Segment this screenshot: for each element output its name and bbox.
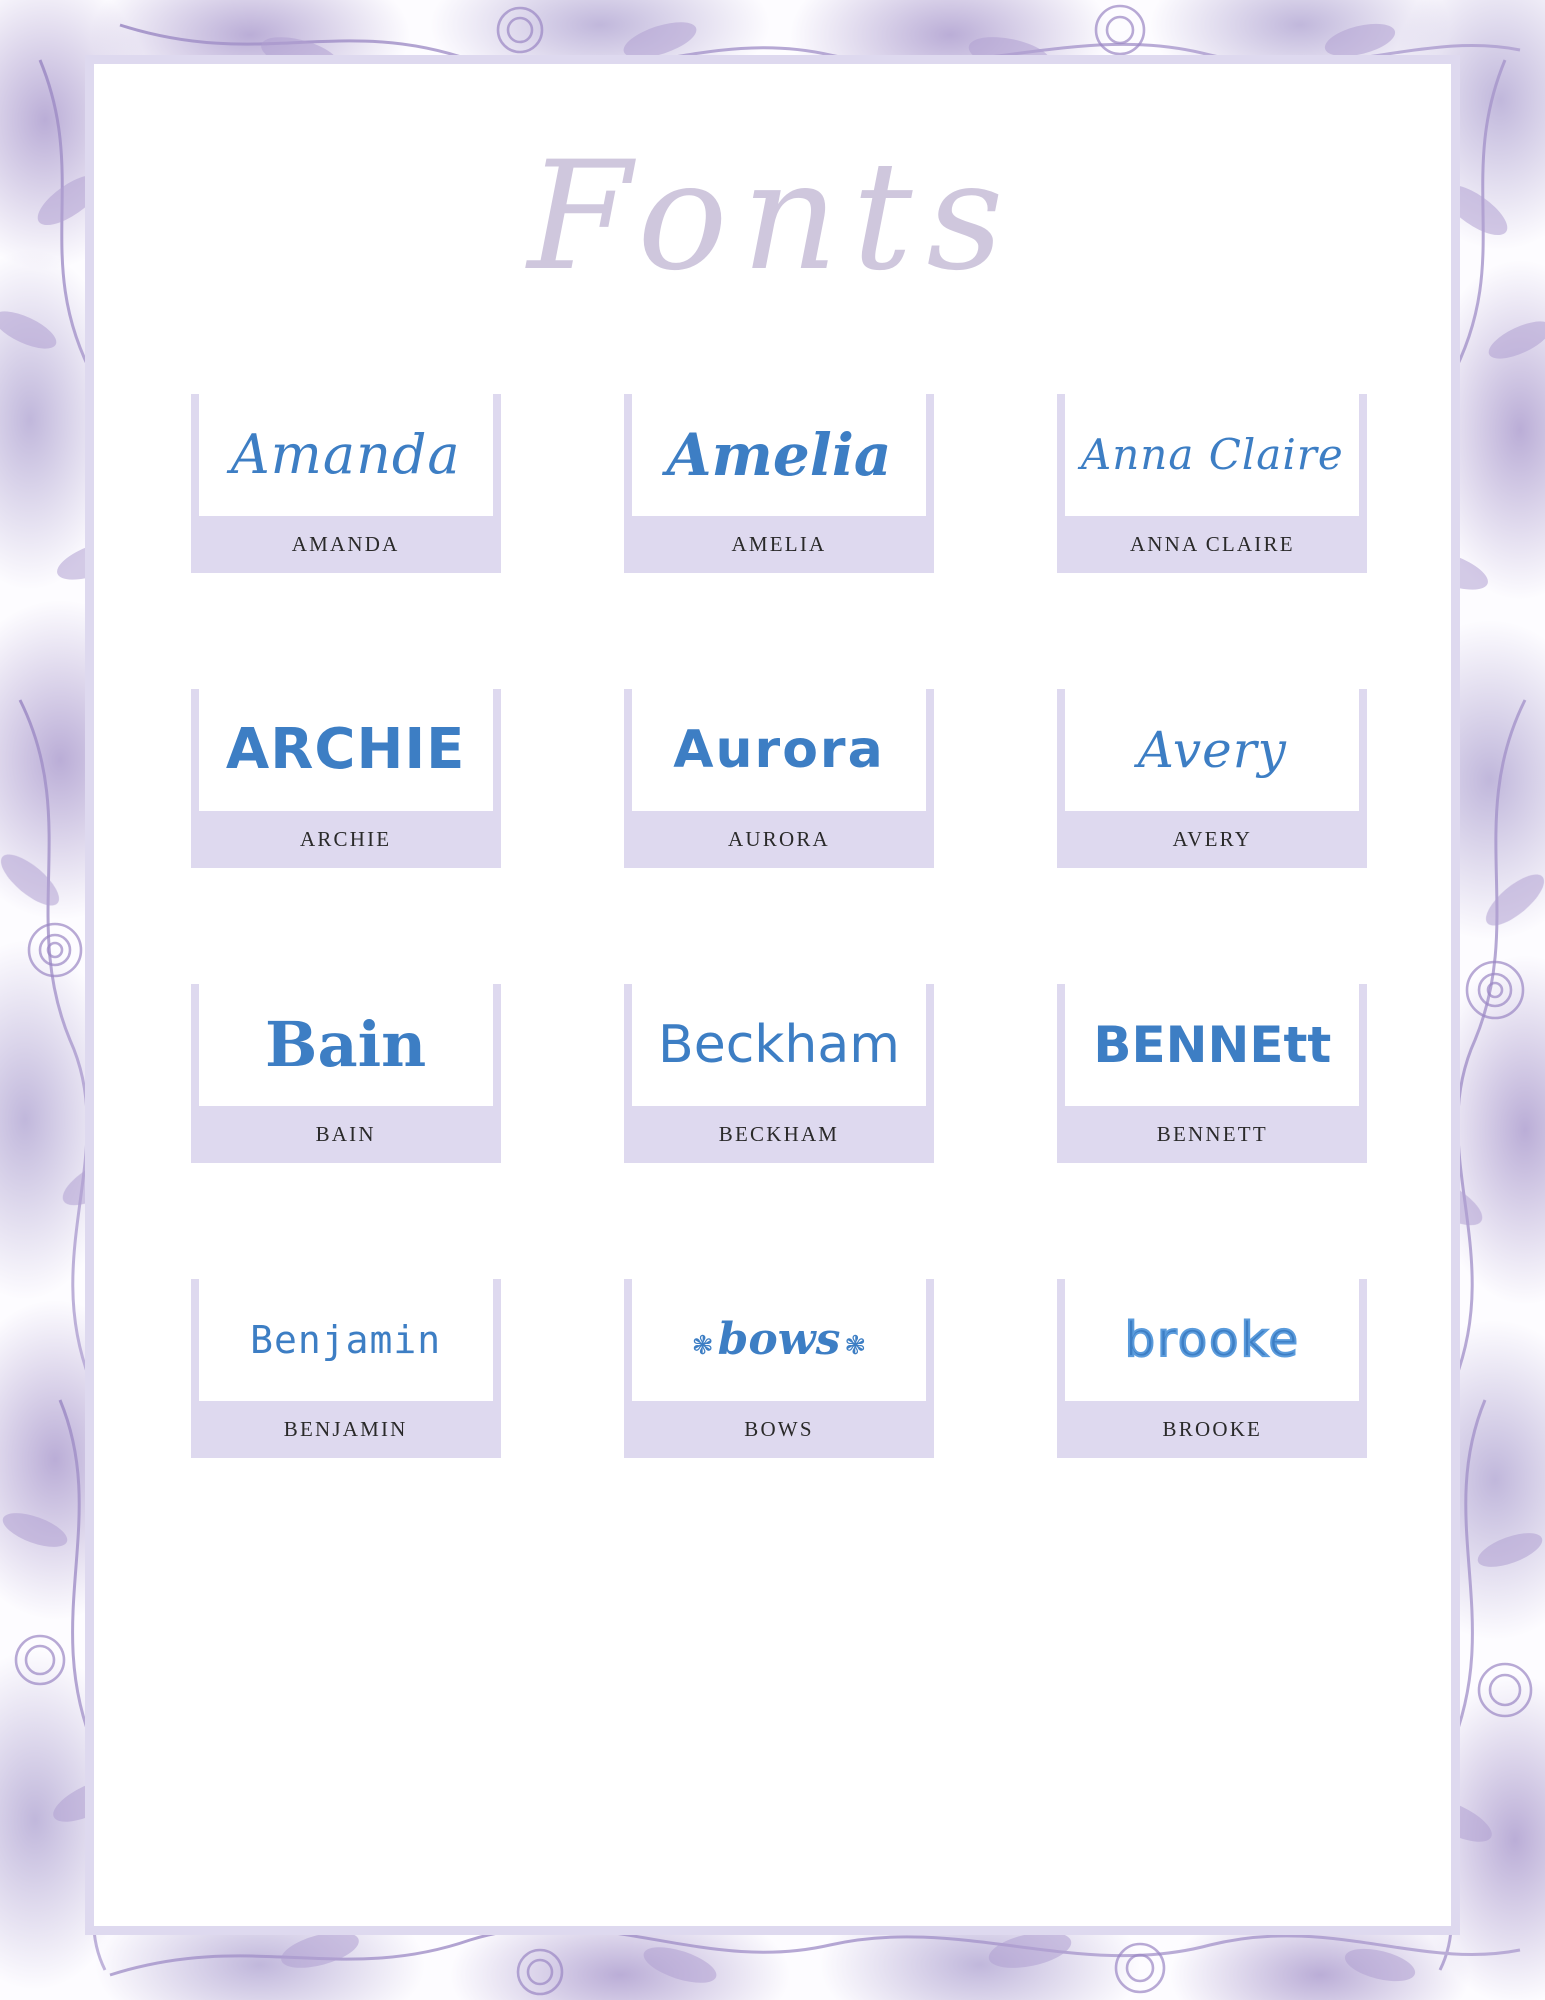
font-name-label: BENJAMIN bbox=[283, 1417, 408, 1441]
font-name-label: AVERY bbox=[1172, 827, 1253, 851]
font-name-label: BECKHAM bbox=[718, 1122, 840, 1146]
font-swatch[interactable] bbox=[1057, 394, 1367, 689]
font-name-label: AMELIA bbox=[731, 532, 827, 556]
font-preview bbox=[1065, 1279, 1359, 1401]
font-name-label: BENNETT bbox=[1156, 1122, 1268, 1146]
font-sample-text: Aurora bbox=[673, 720, 885, 780]
font-preview bbox=[199, 1279, 493, 1401]
font-swatch[interactable] bbox=[1057, 984, 1367, 1279]
font-preview bbox=[632, 394, 926, 516]
font-preview bbox=[199, 689, 493, 811]
font-sample-text: Benjamin bbox=[250, 1318, 442, 1362]
font-swatch-body bbox=[624, 394, 934, 573]
font-name-label: ARCHIE bbox=[299, 827, 392, 851]
font-chart-card bbox=[85, 55, 1460, 1935]
bow-flourish-icon: ❃ bbox=[691, 1331, 714, 1360]
font-swatch[interactable] bbox=[624, 394, 934, 689]
font-name-label: AMANDA bbox=[291, 532, 400, 556]
font-swatch[interactable] bbox=[1057, 689, 1367, 984]
font-preview bbox=[1065, 689, 1359, 811]
font-sample-text: bows bbox=[717, 1314, 841, 1365]
font-swatch-body bbox=[191, 1279, 501, 1458]
font-swatch[interactable] bbox=[191, 689, 501, 984]
font-sample-text: brooke bbox=[1124, 1312, 1301, 1368]
font-sample-text: Anna Claire bbox=[1080, 430, 1344, 479]
font-swatch-body bbox=[1057, 689, 1367, 868]
font-sample-text: Amelia bbox=[666, 421, 892, 489]
font-swatch-body bbox=[624, 1279, 934, 1458]
font-preview bbox=[199, 984, 493, 1106]
font-sample-text: Bain bbox=[265, 1008, 427, 1081]
font-sample-text: Amanda bbox=[230, 423, 461, 486]
font-swatch[interactable] bbox=[624, 984, 934, 1279]
font-swatch-body bbox=[1057, 394, 1367, 573]
font-sample-text: Beckham bbox=[658, 1015, 900, 1075]
font-name-label: BROOKE bbox=[1162, 1417, 1263, 1441]
font-swatch-body bbox=[191, 689, 501, 868]
font-swatch[interactable] bbox=[624, 1279, 934, 1574]
font-preview bbox=[1065, 394, 1359, 516]
font-preview bbox=[632, 689, 926, 811]
font-preview bbox=[199, 394, 493, 516]
font-grid bbox=[129, 394, 1429, 1574]
font-preview bbox=[632, 984, 926, 1106]
font-swatch-body bbox=[624, 984, 934, 1163]
font-swatch-body bbox=[1057, 1279, 1367, 1458]
font-sample-text: BENNEtt bbox=[1093, 1016, 1332, 1074]
font-swatch[interactable] bbox=[1057, 1279, 1367, 1574]
font-swatch[interactable] bbox=[191, 984, 501, 1279]
font-swatch-body bbox=[191, 984, 501, 1163]
font-swatch[interactable] bbox=[191, 1279, 501, 1574]
font-name-label: BOWS bbox=[744, 1417, 814, 1441]
font-swatch-body bbox=[624, 689, 934, 868]
font-swatch[interactable] bbox=[624, 689, 934, 984]
font-swatch-body bbox=[191, 394, 501, 573]
font-name-label: AURORA bbox=[728, 827, 830, 851]
font-sample-text: ARCHIE bbox=[225, 717, 466, 782]
page-title: Fonts bbox=[527, 130, 1018, 304]
font-swatch[interactable] bbox=[191, 394, 501, 689]
font-name-label: BAIN bbox=[315, 1122, 376, 1146]
font-sample-text: Avery bbox=[1137, 721, 1287, 779]
font-preview bbox=[632, 1279, 926, 1401]
font-preview bbox=[1065, 984, 1359, 1106]
font-name-label: ANNA CLAIRE bbox=[1129, 532, 1295, 556]
bow-flourish-icon: ❃ bbox=[844, 1331, 867, 1360]
font-swatch-body bbox=[1057, 984, 1367, 1163]
